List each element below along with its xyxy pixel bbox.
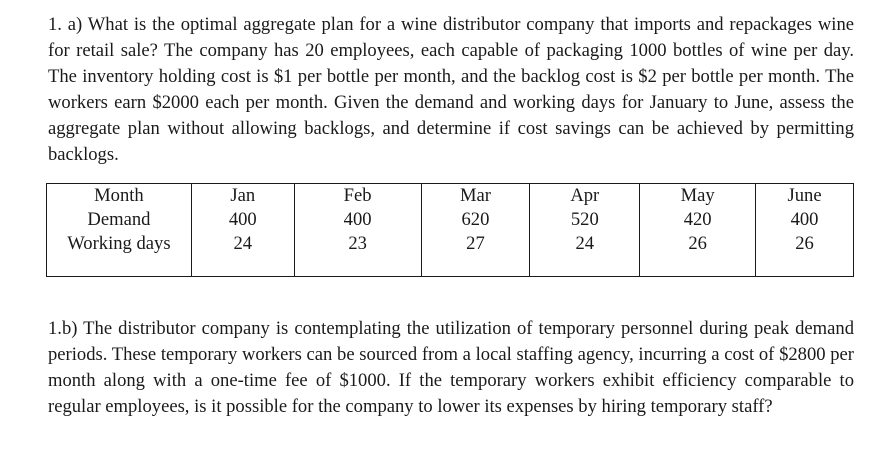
table-row-label: Month: [94, 185, 144, 206]
table-cell: 400: [294, 208, 421, 232]
question-1a-text: 1. a) What is the optimal aggregate plan for a wine distributor company that imports and repackages wine for retail sale? The company has 20 employees, each capable of packaging 1000 bottles of wine per day. The inventory holding cost is $1 per bottle per month, and the backlog cost is $2 per bottle per month. The workers earn $2000 each per month. Given the demand and working days for January to June, assess the aggregate plan without allowing backlogs, and determine if cost savings can be achieved by permitting backlogs.: [48, 14, 854, 165]
table-cell: 400: [756, 208, 854, 232]
table-row-demand: [47, 208, 854, 232]
month-cell: Mar: [421, 184, 530, 209]
table-cell: 520: [530, 208, 640, 232]
table-cell: 27: [421, 232, 530, 277]
table-cell: 420: [640, 208, 756, 232]
month-cell: Apr: [530, 184, 640, 209]
question-1b-text: 1.b) The distributor company is contemplating the utilization of temporary personnel during peak demand periods. These temporary workers can be sourced from a local staffing agency, incurring a cost of $2800 per month along with a one-time fee of $1000. If the temporary workers exhibit efficiency comparable to regular employees, is it possible for the company to lower its expenses by hiring temporary staff?: [48, 318, 854, 417]
table-row-label: Working days: [67, 233, 171, 254]
month-cell: June: [756, 184, 854, 209]
table-cell: 26: [640, 232, 756, 277]
table-cell: 24: [191, 232, 294, 277]
table-cell: 23: [294, 232, 421, 277]
month-cell: Feb: [294, 184, 421, 209]
table-row-working-days: [47, 232, 854, 277]
table-cell: 400: [191, 208, 294, 232]
month-cell: Jan: [191, 184, 294, 209]
table-cell: 26: [756, 232, 854, 277]
table-header-row: [47, 184, 854, 209]
table-row-label: Demand: [87, 209, 151, 230]
table-cell: 620: [421, 208, 530, 232]
month-cell: May: [640, 184, 756, 209]
demand-table: [46, 183, 854, 277]
table-cell: 24: [530, 232, 640, 277]
